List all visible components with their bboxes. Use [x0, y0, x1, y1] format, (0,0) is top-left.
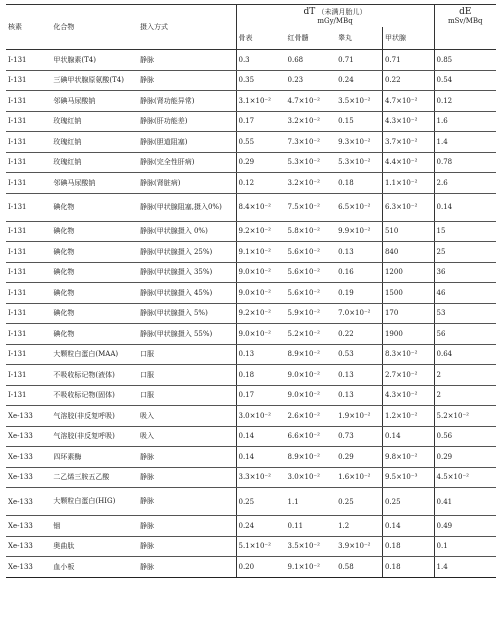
header-de-unit: mSv/MBq: [448, 17, 483, 25]
red-marrow-cell: 5.9×10⁻²: [286, 303, 337, 324]
red-marrow-cell: 3.0×10⁻²: [286, 467, 337, 488]
testes-cell: 0.53: [336, 344, 382, 365]
compound-cell: 大颗粒白蛋白(HIG): [51, 488, 138, 516]
thyroid-cell: 510: [382, 221, 434, 242]
header-nuclide: 核素: [6, 5, 51, 50]
route-cell: 静脉: [138, 488, 236, 516]
bone-surface-cell: 0.14: [236, 447, 286, 468]
red-marrow-cell: 4.7×10⁻²: [286, 91, 337, 112]
testes-cell: 0.25: [336, 488, 382, 516]
route-cell: 静脉: [138, 50, 236, 71]
thyroid-cell: 1900: [382, 324, 434, 345]
nuclide-cell: Ⅰ-131: [6, 262, 51, 283]
thyroid-cell: 0.18: [382, 536, 434, 557]
testes-cell: 1.6×10⁻²: [336, 467, 382, 488]
nuclide-cell: Ⅹe-133: [6, 406, 51, 427]
nuclide-cell: Ⅹe-133: [6, 536, 51, 557]
nuclide-cell: Ⅰ-131: [6, 111, 51, 132]
nuclide-cell: Ⅰ-131: [6, 385, 51, 406]
red-marrow-cell: 9.1×10⁻²: [286, 557, 337, 578]
bone-surface-cell: 3.0×10⁻²: [236, 406, 286, 427]
table-row: [6, 324, 496, 345]
red-marrow-cell: 8.9×10⁻²: [286, 447, 337, 468]
compound-cell: 二乙烯三胺五乙酸: [51, 467, 138, 488]
nuclide-cell: Ⅰ-131: [6, 132, 51, 153]
thyroid-cell: 0.14: [382, 516, 434, 537]
thyroid-cell: 1500: [382, 283, 434, 304]
dose-coefficient-table: [6, 4, 496, 578]
compound-cell: 碘化物: [51, 242, 138, 263]
effective-dose-cell: 4.5×10⁻²: [434, 467, 496, 488]
bone-surface-cell: 0.24: [236, 516, 286, 537]
route-cell: 静脉(肝功能差): [138, 111, 236, 132]
thyroid-cell: 4.3×10⁻²: [382, 111, 434, 132]
effective-dose-cell: 0.64: [434, 344, 496, 365]
route-cell: 静脉(甲状腺摄入 45%): [138, 283, 236, 304]
table-row: [6, 344, 496, 365]
testes-cell: 1.9×10⁻²: [336, 406, 382, 427]
nuclide-cell: Ⅰ-131: [6, 242, 51, 263]
compound-cell: 碘化物: [51, 193, 138, 221]
header-dt-symbol: dT: [303, 7, 316, 17]
table-row: [6, 262, 496, 283]
thyroid-cell: 9.5×10⁻³: [382, 467, 434, 488]
thyroid-cell: 2.7×10⁻²: [382, 365, 434, 386]
nuclide-cell: Ⅹe-133: [6, 426, 51, 447]
header-de: [434, 5, 496, 28]
compound-cell: 玫瑰红钠: [51, 132, 138, 153]
compound-cell: 碘化物: [51, 303, 138, 324]
testes-cell: 0.58: [336, 557, 382, 578]
testes-cell: 0.18: [336, 173, 382, 194]
effective-dose-cell: 0.12: [434, 91, 496, 112]
table-body: [6, 50, 496, 578]
testes-cell: 9.9×10⁻²: [336, 221, 382, 242]
testes-cell: 0.16: [336, 262, 382, 283]
red-marrow-cell: 7.3×10⁻²: [286, 132, 337, 153]
effective-dose-cell: 46: [434, 283, 496, 304]
testes-cell: 9.3×10⁻²: [336, 132, 382, 153]
effective-dose-cell: 0.56: [434, 426, 496, 447]
effective-dose-cell: 53: [434, 303, 496, 324]
bone-surface-cell: 0.25: [236, 488, 286, 516]
nuclide-cell: Ⅰ-131: [6, 152, 51, 173]
route-cell: 静脉(肾功能异常): [138, 91, 236, 112]
header-thyroid: 甲状腺: [382, 27, 434, 50]
red-marrow-cell: 5.6×10⁻²: [286, 262, 337, 283]
effective-dose-cell: 0.29: [434, 447, 496, 468]
table-row: [6, 193, 496, 221]
thyroid-cell: 170: [382, 303, 434, 324]
nuclide-cell: Ⅰ-131: [6, 193, 51, 221]
bone-surface-cell: 0.17: [236, 385, 286, 406]
red-marrow-cell: 3.2×10⁻²: [286, 111, 337, 132]
testes-cell: 0.15: [336, 111, 382, 132]
route-cell: 静脉: [138, 447, 236, 468]
bone-surface-cell: 0.18: [236, 365, 286, 386]
route-cell: 静脉: [138, 467, 236, 488]
bone-surface-cell: 0.29: [236, 152, 286, 173]
testes-cell: 0.19: [336, 283, 382, 304]
compound-cell: 气溶胶(非反复呼吸): [51, 406, 138, 427]
thyroid-cell: 0.71: [382, 50, 434, 71]
red-marrow-cell: 2.6×10⁻²: [286, 406, 337, 427]
table-row: [6, 91, 496, 112]
testes-cell: 0.13: [336, 365, 382, 386]
effective-dose-cell: 15: [434, 221, 496, 242]
effective-dose-cell: 0.85: [434, 50, 496, 71]
bone-surface-cell: 3.1×10⁻²: [236, 91, 286, 112]
thyroid-cell: 1.1×10⁻²: [382, 173, 434, 194]
compound-cell: 血小板: [51, 557, 138, 578]
header-de-blank: [434, 27, 496, 50]
nuclide-cell: Ⅹe-133: [6, 447, 51, 468]
effective-dose-cell: 2.6: [434, 173, 496, 194]
thyroid-cell: 0.14: [382, 426, 434, 447]
effective-dose-cell: 1.6: [434, 111, 496, 132]
testes-cell: 0.71: [336, 50, 382, 71]
compound-cell: 邻碘马尿酸钠: [51, 91, 138, 112]
compound-cell: 气溶胶(非反复呼吸): [51, 426, 138, 447]
testes-cell: 5.3×10⁻²: [336, 152, 382, 173]
table-row: [6, 152, 496, 173]
red-marrow-cell: 5.6×10⁻²: [286, 242, 337, 263]
header-testes: 睾丸: [336, 27, 382, 50]
testes-cell: 0.13: [336, 242, 382, 263]
route-cell: 静脉(甲状腺阻塞,摄入0%): [138, 193, 236, 221]
table-row: [6, 406, 496, 427]
testes-cell: 6.5×10⁻²: [336, 193, 382, 221]
bone-surface-cell: 0.35: [236, 70, 286, 91]
route-cell: 静脉: [138, 536, 236, 557]
compound-cell: 不吸收标记物(液体): [51, 365, 138, 386]
bone-surface-cell: 0.17: [236, 111, 286, 132]
nuclide-cell: Ⅰ-131: [6, 70, 51, 91]
effective-dose-cell: 0.41: [434, 488, 496, 516]
nuclide-cell: Ⅰ-131: [6, 50, 51, 71]
bone-surface-cell: 9.0×10⁻²: [236, 283, 286, 304]
compound-cell: 玫瑰红钠: [51, 152, 138, 173]
route-cell: 静脉(完全性肝病): [138, 152, 236, 173]
header-compound: 化合物: [51, 5, 138, 50]
table-row: [6, 536, 496, 557]
table-row: [6, 467, 496, 488]
testes-cell: 3.9×10⁻²: [336, 536, 382, 557]
effective-dose-cell: 2: [434, 365, 496, 386]
route-cell: 静脉(胆道阻塞): [138, 132, 236, 153]
header-dt: [236, 5, 434, 28]
red-marrow-cell: 3.2×10⁻²: [286, 173, 337, 194]
table-row: [6, 242, 496, 263]
bone-surface-cell: 9.0×10⁻²: [236, 324, 286, 345]
effective-dose-cell: 5.2×10⁻²: [434, 406, 496, 427]
table-row: [6, 447, 496, 468]
bone-surface-cell: 9.0×10⁻²: [236, 262, 286, 283]
thyroid-cell: 8.3×10⁻²: [382, 344, 434, 365]
bone-surface-cell: 9.2×10⁻²: [236, 221, 286, 242]
compound-cell: 铟: [51, 516, 138, 537]
effective-dose-cell: 25: [434, 242, 496, 263]
bone-surface-cell: 0.3: [236, 50, 286, 71]
route-cell: 静脉: [138, 557, 236, 578]
effective-dose-cell: 2: [434, 385, 496, 406]
nuclide-cell: Ⅹe-133: [6, 467, 51, 488]
red-marrow-cell: 7.5×10⁻²: [286, 193, 337, 221]
testes-cell: 1.2: [336, 516, 382, 537]
compound-cell: 玫瑰红钠: [51, 111, 138, 132]
red-marrow-cell: 5.6×10⁻²: [286, 283, 337, 304]
thyroid-cell: 0.25: [382, 488, 434, 516]
red-marrow-cell: 3.5×10⁻²: [286, 536, 337, 557]
effective-dose-cell: 1.4: [434, 557, 496, 578]
compound-cell: 甲状腺素(T4): [51, 50, 138, 71]
table-row: [6, 557, 496, 578]
nuclide-cell: Ⅹe-133: [6, 488, 51, 516]
effective-dose-cell: 0.49: [434, 516, 496, 537]
table-row: [6, 132, 496, 153]
bone-surface-cell: 0.55: [236, 132, 286, 153]
route-cell: 静脉(肾脏病): [138, 173, 236, 194]
red-marrow-cell: 5.8×10⁻²: [286, 221, 337, 242]
red-marrow-cell: 5.2×10⁻²: [286, 324, 337, 345]
compound-cell: 奥曲肽: [51, 536, 138, 557]
route-cell: 口服: [138, 344, 236, 365]
table-row: [6, 516, 496, 537]
red-marrow-cell: 0.68: [286, 50, 337, 71]
thyroid-cell: 0.18: [382, 557, 434, 578]
red-marrow-cell: 0.23: [286, 70, 337, 91]
effective-dose-cell: 1.4: [434, 132, 496, 153]
effective-dose-cell: 36: [434, 262, 496, 283]
table-row: [6, 173, 496, 194]
nuclide-cell: Ⅹe-133: [6, 516, 51, 537]
testes-cell: 0.24: [336, 70, 382, 91]
red-marrow-cell: 9.0×10⁻²: [286, 365, 337, 386]
nuclide-cell: Ⅰ-131: [6, 344, 51, 365]
thyroid-cell: 4.7×10⁻²: [382, 91, 434, 112]
route-cell: 吸入: [138, 406, 236, 427]
compound-cell: 碘化物: [51, 283, 138, 304]
table-row: [6, 50, 496, 71]
compound-cell: 不吸收标记物(固体): [51, 385, 138, 406]
testes-cell: 7.0×10⁻²: [336, 303, 382, 324]
red-marrow-cell: 1.1: [286, 488, 337, 516]
thyroid-cell: 9.8×10⁻²: [382, 447, 434, 468]
nuclide-cell: Ⅰ-131: [6, 173, 51, 194]
table-row: [6, 303, 496, 324]
testes-cell: 0.13: [336, 385, 382, 406]
table-row: [6, 365, 496, 386]
nuclide-cell: Ⅹe-133: [6, 557, 51, 578]
effective-dose-cell: 0.14: [434, 193, 496, 221]
bone-surface-cell: 8.4×10⁻²: [236, 193, 286, 221]
thyroid-cell: 1.2×10⁻²: [382, 406, 434, 427]
table-row: [6, 283, 496, 304]
compound-cell: 碘化物: [51, 221, 138, 242]
route-cell: 吸入: [138, 426, 236, 447]
red-marrow-cell: 8.9×10⁻²: [286, 344, 337, 365]
header-dt-note: （未满月胎儿）: [317, 8, 367, 16]
nuclide-cell: Ⅰ-131: [6, 91, 51, 112]
route-cell: 静脉(甲状腺摄入 35%): [138, 262, 236, 283]
effective-dose-cell: 0.78: [434, 152, 496, 173]
thyroid-cell: 3.7×10⁻²: [382, 132, 434, 153]
route-cell: 静脉: [138, 516, 236, 537]
nuclide-cell: Ⅰ-131: [6, 221, 51, 242]
nuclide-cell: Ⅰ-131: [6, 283, 51, 304]
bone-surface-cell: 0.14: [236, 426, 286, 447]
bone-surface-cell: 9.2×10⁻²: [236, 303, 286, 324]
table-row: [6, 221, 496, 242]
thyroid-cell: 4.3×10⁻²: [382, 385, 434, 406]
bone-surface-cell: 0.13: [236, 344, 286, 365]
bone-surface-cell: 0.12: [236, 173, 286, 194]
bone-surface-cell: 5.1×10⁻²: [236, 536, 286, 557]
thyroid-cell: 1200: [382, 262, 434, 283]
thyroid-cell: 840: [382, 242, 434, 263]
thyroid-cell: 6.3×10⁻²: [382, 193, 434, 221]
route-cell: 静脉: [138, 70, 236, 91]
red-marrow-cell: 9.0×10⁻²: [286, 385, 337, 406]
testes-cell: 0.73: [336, 426, 382, 447]
testes-cell: 3.5×10⁻²: [336, 91, 382, 112]
table-row: [6, 488, 496, 516]
route-cell: 静脉(甲状腺摄入 25%): [138, 242, 236, 263]
testes-cell: 0.29: [336, 447, 382, 468]
table-row: [6, 426, 496, 447]
effective-dose-cell: 56: [434, 324, 496, 345]
effective-dose-cell: 0.54: [434, 70, 496, 91]
compound-cell: 三碘甲状腺原氨酸(T4): [51, 70, 138, 91]
bone-surface-cell: 9.1×10⁻²: [236, 242, 286, 263]
nuclide-cell: Ⅰ-131: [6, 324, 51, 345]
header-row-1: [6, 5, 496, 28]
compound-cell: 碘化物: [51, 262, 138, 283]
route-cell: 静脉(甲状腺摄入 55%): [138, 324, 236, 345]
header-route: 摄入方式: [138, 5, 236, 50]
nuclide-cell: Ⅰ-131: [6, 365, 51, 386]
route-cell: 口服: [138, 385, 236, 406]
table-row: [6, 111, 496, 132]
red-marrow-cell: 0.11: [286, 516, 337, 537]
table-row: [6, 385, 496, 406]
bone-surface-cell: 0.20: [236, 557, 286, 578]
effective-dose-cell: 0.1: [434, 536, 496, 557]
thyroid-cell: 0.22: [382, 70, 434, 91]
header-dt-unit: mGy/MBq: [317, 17, 353, 25]
red-marrow-cell: 5.3×10⁻²: [286, 152, 337, 173]
compound-cell: 大颗粒白蛋白(MAA): [51, 344, 138, 365]
bone-surface-cell: 3.3×10⁻²: [236, 467, 286, 488]
table-row: [6, 70, 496, 91]
route-cell: 口服: [138, 365, 236, 386]
compound-cell: 四环素酶: [51, 447, 138, 468]
red-marrow-cell: 6.6×10⁻²: [286, 426, 337, 447]
compound-cell: 碘化物: [51, 324, 138, 345]
route-cell: 静脉(甲状腺摄入 5%): [138, 303, 236, 324]
testes-cell: 0.22: [336, 324, 382, 345]
header-de-symbol: dE: [459, 7, 472, 17]
route-cell: 静脉(甲状腺摄入 0%): [138, 221, 236, 242]
nuclide-cell: Ⅰ-131: [6, 303, 51, 324]
thyroid-cell: 4.4×10⁻²: [382, 152, 434, 173]
header-red-marrow: 红骨髓: [286, 27, 337, 50]
compound-cell: 邻碘马尿酸钠: [51, 173, 138, 194]
header-bone-surface: 骨表: [236, 27, 286, 50]
